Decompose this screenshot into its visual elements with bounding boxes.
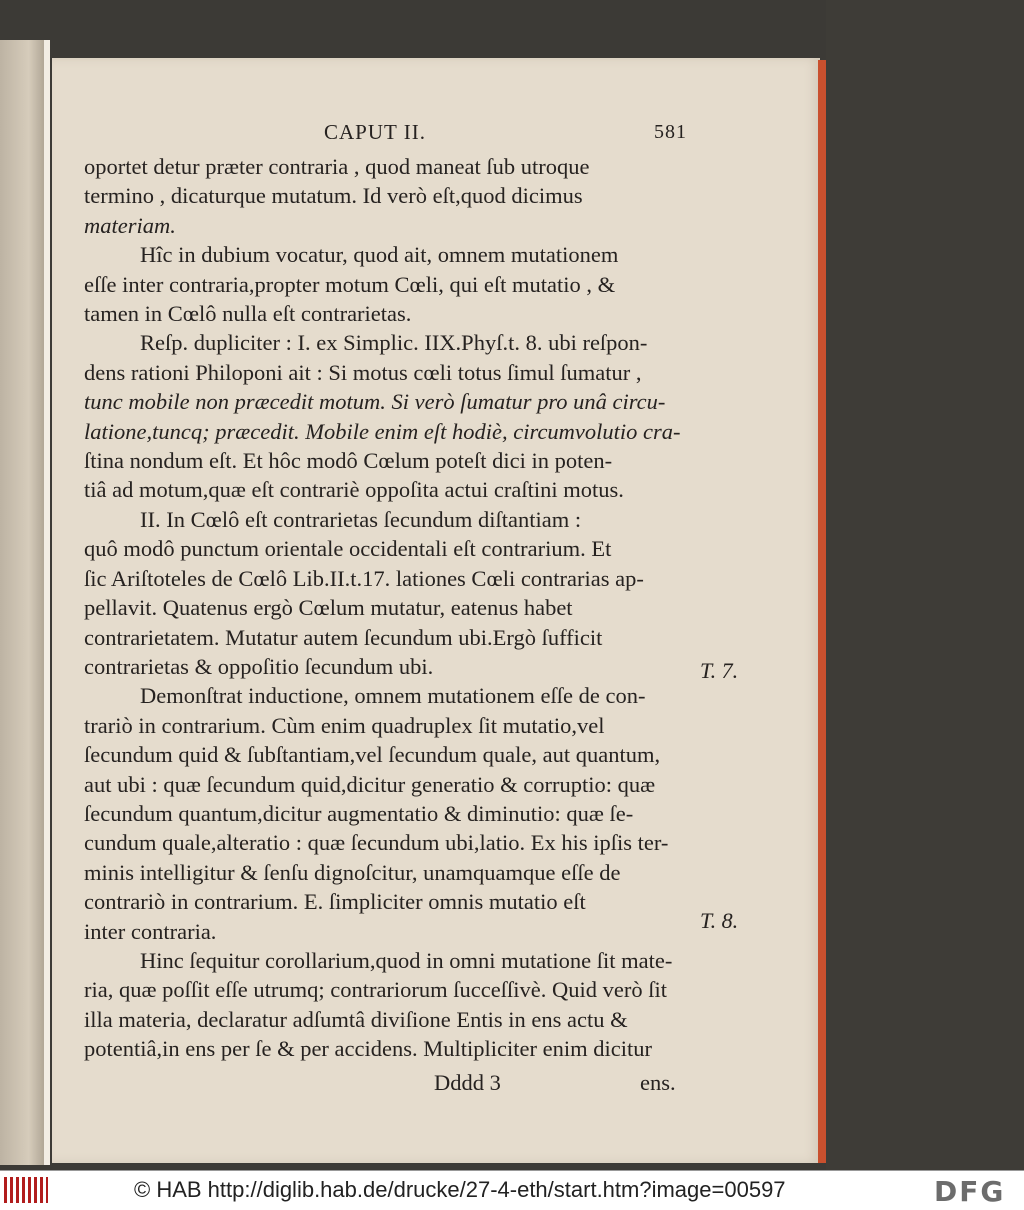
signature-line [84,1068,694,1098]
margin-note: T. 8. [700,908,739,933]
text-line: Demonſtrat inductione, omnem mutationem eſſe de con- [140,683,646,709]
text-line: latione,tuncq; præcedit. Mobile enim eſt hodiè, circumvolutio cra- [84,418,681,444]
text-line: dens rationi Philoponi ait : Si motus cœli totus ſimul ſumatur , [84,359,642,385]
text-line: trariò in contrarium. Cùm enim quadruplex ſit mutatio,vel [84,712,605,738]
text-line: oportet detur præter contraria , quod maneat ſub utroque [84,154,590,179]
catchword: ens. [640,1069,676,1095]
text-line: contrarietatem. Mutatur autem ſecundum ubi.Ergò ſufficit [84,624,603,650]
text-line: Hîc in dubium vocatur, quod ait, omnem mutationem [140,242,619,268]
text-line: ria, quæ poſſit eſſe utrumq; contrariorum ſucceſſivè. Quid verò ſit [84,977,667,1003]
text-line: II. In Cœlô eſt contrarietas ſecundum diſtantiam : [140,506,582,532]
page-text [84,118,694,1098]
scan-background [826,0,1024,1170]
running-head [84,118,694,152]
citation-link[interactable]: © HAB http://diglib.hab.de/drucke/27-4-eth/start.htm?image=00597 [134,1177,786,1202]
text-line: materiam. [84,212,176,238]
page-red-edge [818,60,826,1163]
text-line: ſecundum quid & ſubſtantiam,vel ſecundum quale, aut quantum, [84,742,661,768]
page-stack-edge [44,40,50,1165]
text-line: quô modô punctum orientale occidentali eſt contrarium. Et [84,536,612,562]
text-line: tunc mobile non præcedit motum. Si verò ſumatur pro unâ circu- [84,389,666,415]
running-title: CAPUT II. [324,120,426,144]
text-line: termino , dicaturque mutatum. Id verò eſt,quod dicimus [84,183,583,209]
page-number: 581 [654,121,687,143]
hab-barcode-icon [4,1177,48,1203]
text-line: tiâ ad motum,quæ eſt contrariè oppoſita actui craſtini motus. [84,477,624,503]
text-line: minis intelligitur & ſenſu dignoſcitur, unamquamque eſſe de [84,859,621,885]
text-line: pellavit. Quatenus ergò Cœlum mutatur, eatenus habet [84,595,573,621]
left-page-edge-scan [0,40,48,1165]
footer-bar [0,1170,1024,1210]
signature-mark: Dddd 3 [434,1069,501,1095]
text-line: contrariò in contrarium. E. ſimpliciter omnis mutatio eſt [84,889,586,915]
text-line: ſecundum quantum,dicitur augmentatio & diminutio: quæ ſe- [84,800,634,826]
margin-note: T. 7. [700,658,739,683]
text-line: eſſe inter contraria,propter motum Cœli, qui eſt mutatio , & [84,271,616,297]
text-line: potentiâ,in ens per ſe & per accidens. Multipliciter enim dicitur [84,1036,652,1062]
text-line: ſic Ariſtoteles de Cœlô Lib.II.t.17. lationes Cœli contrarias ap- [84,565,644,591]
text-line: illa materia, declaratur adſumtâ diviſione Entis in ens actu & [84,1006,628,1032]
text-line: inter contraria. [84,918,217,944]
text-line: contrarietas & oppoſitio ſecundum ubi. [84,653,434,679]
text-line: aut ubi : quæ ſecundum quid,dicitur generatio & corruptio: quæ [84,771,656,797]
text-line: Reſp. dupliciter : I. ex Simplic. IIX.Phyſ.t. 8. ubi reſpon- [140,330,648,356]
text-line: tamen in Cœlô nulla eſt contrarietas. [84,301,412,327]
text-line: ſtina nondum eſt. Et hôc modô Cœlum poteſt dici in poten- [84,448,613,474]
text-line: Hinc ſequitur corollarium,quod in omni mutatione ſit mate- [140,947,673,973]
text-line: cundum quale,alteratio : quæ ſecundum ubi,latio. Ex his ipſis ter- [84,830,669,856]
dfg-logo: DFG [934,1175,1006,1208]
